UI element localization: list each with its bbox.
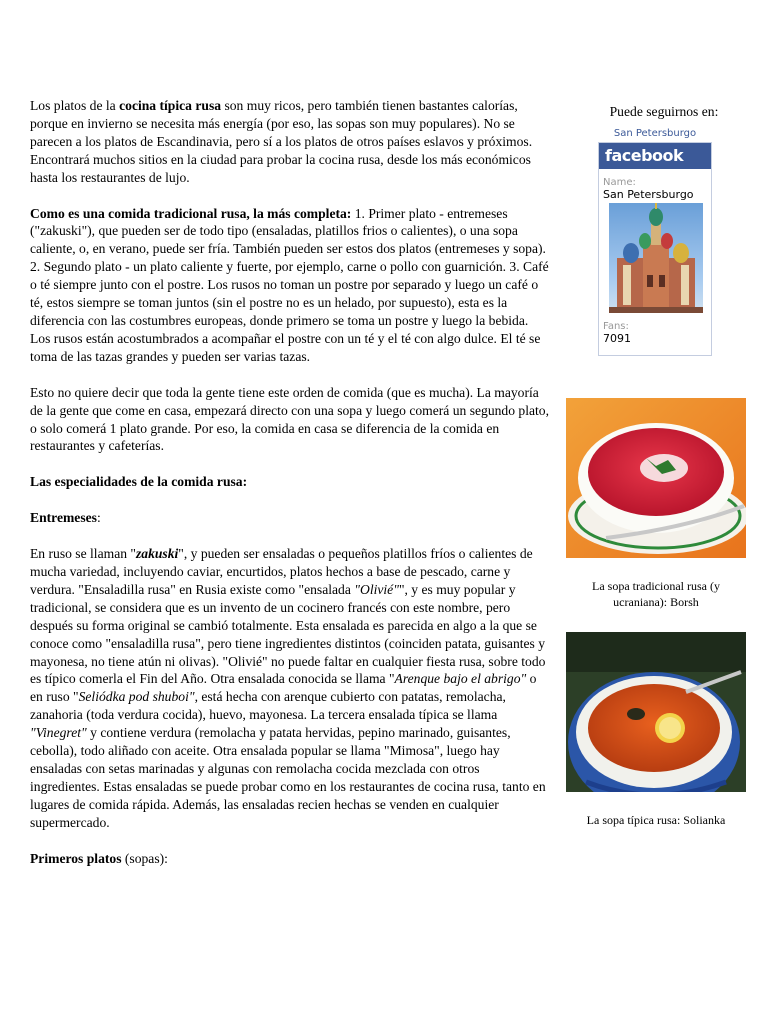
solianka-photo <box>566 632 746 792</box>
text: 1. Primer plato - entremeses ("zakuski"), que pueden ser de todo tipo (ensaladas, platillos frios o calientes), o una sopa caliente, o, en verano, puede ser fría. También pueden ser estos dos platos (entremeses y sopa). 2. Segundo plato - un plato caliente y fuerte, por ejemplo, carne o pollo con guarnición. 3. Café o té siempre junto con el postre. Los rusos no toman un postre por separado y luego un café o té, estos siempre se toman juntos (sin el postre no es un helado, por supuesto), esta es la diferencia con las costumbres europeas, donde primero se toma un postre y luego la bebida. Los rusos están acostumbrados a acompañar el postre con un té y el té con algo dulce. El té se toma de las tazas grandes y pueden ser varias tazas. <box>30 205 549 364</box>
entremeses-heading <box>30 509 552 527</box>
text: , está hecha con arenque cubierto con patatas, remolacha, zanahoria (toda verdura cocida), huevo, mayonesa. La tercera ensalada típica se llama <box>30 689 506 723</box>
church-photo[interactable] <box>609 203 703 313</box>
emphasis-text: zakuski <box>135 546 179 562</box>
text: (sopas): <box>121 850 168 866</box>
borsh-image <box>566 398 746 558</box>
meal-order-paragraph <box>30 205 552 366</box>
emphasis-text: Arenque bajo el abrigo" <box>394 671 527 687</box>
text: : <box>96 510 101 526</box>
solianka-figure <box>566 632 746 828</box>
text: En ruso se llaman " <box>30 546 136 562</box>
borsh-figure <box>566 398 746 610</box>
intro-paragraph <box>30 97 552 187</box>
fb-name-label: Name: <box>603 177 636 188</box>
borsh-photo <box>566 398 746 558</box>
solianka-image <box>566 632 746 792</box>
article <box>30 97 552 886</box>
bold-heading: Como es una comida tradicional rusa, la más completa: <box>30 205 352 221</box>
heading-text: Primeros platos <box>30 850 122 866</box>
text: Los platos de la <box>30 98 120 113</box>
solianka-caption: La sopa típica rusa: Solianka <box>586 813 726 827</box>
borsh-caption: La sopa tradicional rusa (y ucraniana): Borsh <box>592 579 720 609</box>
heading-text: Entremeses <box>30 510 97 526</box>
primeros-heading <box>30 850 552 868</box>
home-meal-paragraph: Esto no quiere decir que toda la gente tiene este orden de comida (que es mucha). La mayoría de la gente que come en casa, empezará directo con una sopa y luego comerá un segundo plato, o solo comerá 1 plato grande. Por eso, la comida en casa se diferencia de la comida en restaurantes y cafeterías. <box>30 384 549 454</box>
church-illustration <box>609 203 703 313</box>
follow-us-label: Puede seguirnos en: <box>609 104 719 119</box>
fb-name-value: San Petersburgo <box>603 188 694 201</box>
emphasis-text: Seliódka pod shuboi" <box>78 689 195 705</box>
emphasis-text: "Olivié" <box>354 581 399 597</box>
facebook-card <box>598 142 712 356</box>
sidebar <box>560 104 760 827</box>
facebook-page-link[interactable]: San Petersburgo <box>613 128 697 139</box>
facebook-logo[interactable]: facebook <box>599 143 711 169</box>
text: ", y es muy popular y tradicional, se considera que es un invento de un cocinero francés con este nombre, pero después su forma original se cambió totalmente. Esta ensalada es parecida en algo a la que se conoce como "ensaladilla rusa", pero tiene ingredientes distintos (coinciden patata, guisantes y mayonesa, no tiene atún ni olivas). "Olivié" no puede faltar en cualquier fiesta rusa, sobre todo es típico comerla el Fin del Año. Otra ensalada conocida se llama " <box>30 581 546 687</box>
text: son muy ricos, pero también tienen bastantes calorías, porque en invierno se necesita más energía (por eso, las sopas son muy populares). No se parecen a los platos de Escandinavia, pero sí a los platos de otros países eslavos y próximos. Encontrará muchos sitios en la ciudad para probar la cocina rusa, desde los más económicos hasta los restaurantes de lujo. <box>30 98 533 185</box>
facebook-widget[interactable] <box>598 128 712 356</box>
text: y contiene verdura (remolacha y patata hervidas, pepino marinado, guisantes, cebolla), todo aliñado con aceite. Otra ensalada popular se llama "Mimosa", luego hay ensaladas con setas marinadas y algunas con remolacha cocida mezclada con otros ingredientes. Estas ensaladas se puede probar como en los restaurantes de cocina rusa, tanto en lugares de comida rápida. Además, las ensaladas recien hechas se venden en cualquier supermercado. <box>30 725 546 830</box>
emphasis-text: "Vinegret" <box>30 725 87 741</box>
fb-fans-count: 7091 <box>603 332 631 345</box>
fb-fans-label: Fans: <box>603 321 629 332</box>
heading-text: Las especialidades de la comida rusa: <box>30 474 248 490</box>
entremeses-paragraph <box>30 545 552 832</box>
specialties-heading <box>30 473 552 491</box>
bold-text: cocina típica rusa <box>119 98 222 113</box>
text: ", y pueden ser ensaladas o pequeños platillos fríos o calientes de mucha variedad, incluyendo caviar, encurtidos, platos hechos a base de pescado, carne y verdura. "Ensaladilla rusa" en Rusia existe como "ensalada <box>30 546 533 597</box>
text: o en ruso " <box>30 671 537 705</box>
